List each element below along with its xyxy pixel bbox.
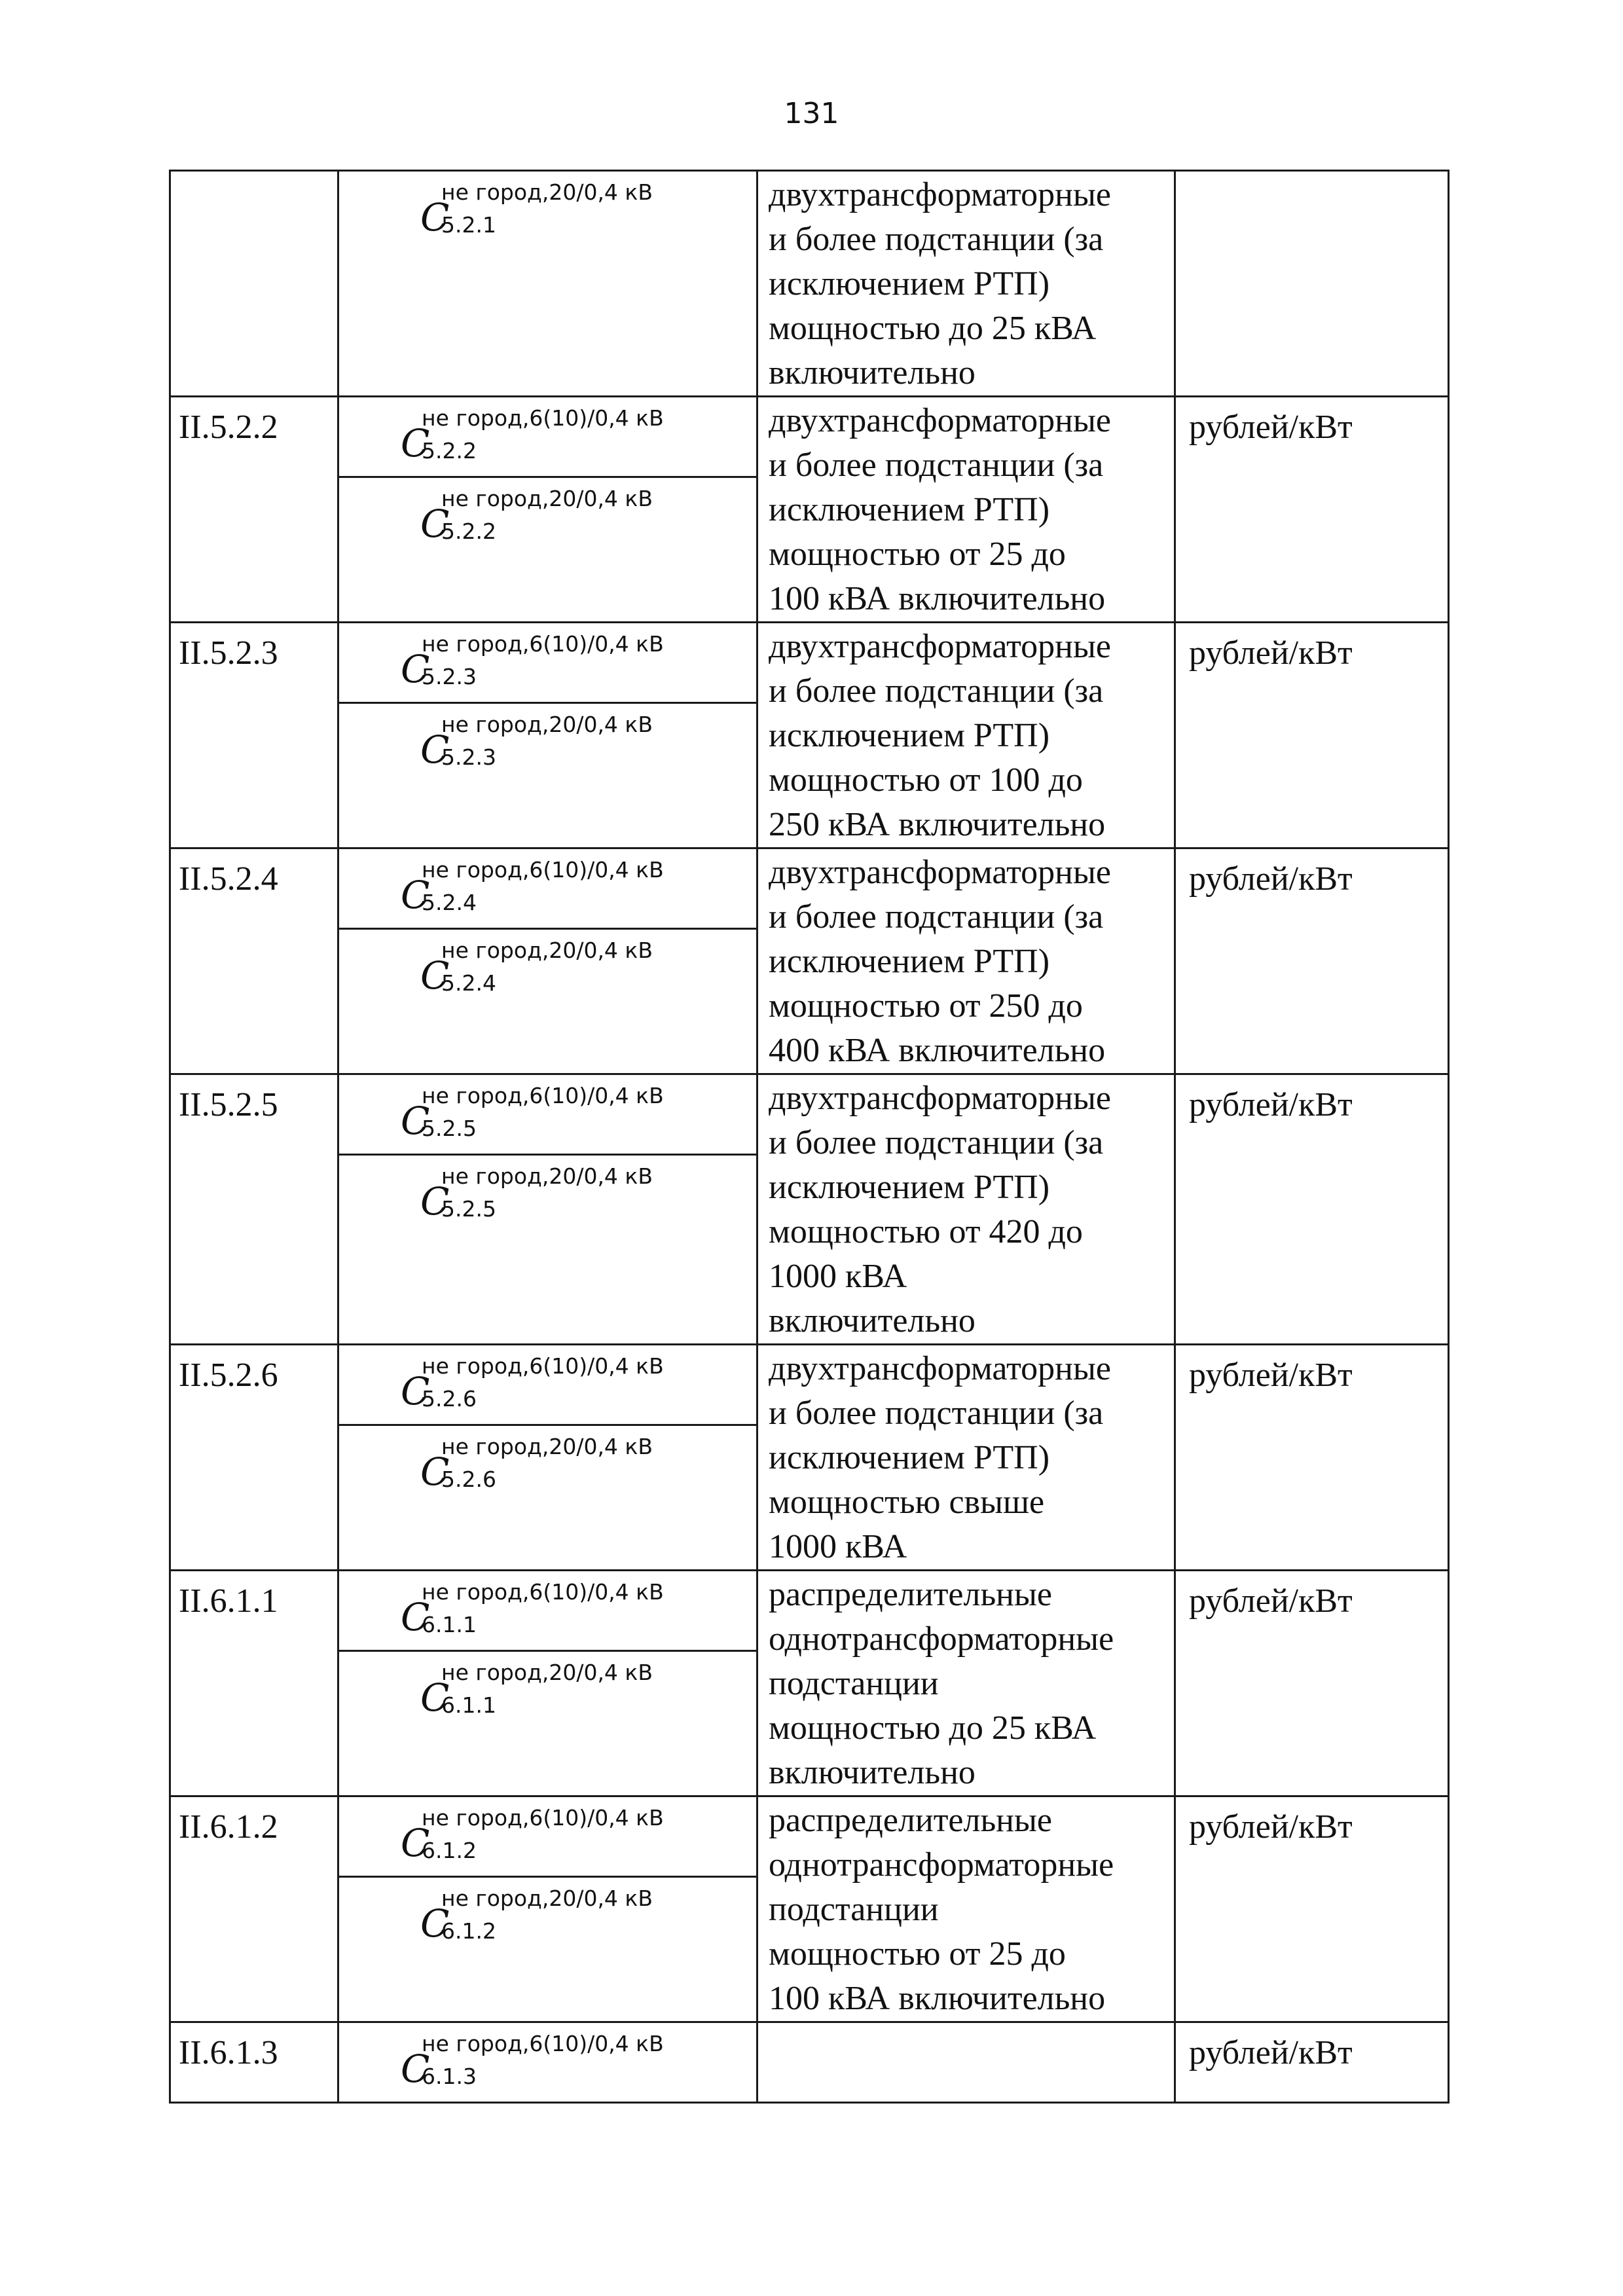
description-line: исключением РТП) <box>769 943 1050 980</box>
description-text <box>758 397 1174 621</box>
description-line: и более подстанции (за <box>769 672 1104 710</box>
formula-superscript: не город,20/0,4 кВ <box>441 938 653 963</box>
formula-subscript: 6.1.2 <box>422 1838 477 1863</box>
formula-subscript: 5.2.4 <box>441 970 496 996</box>
description-text <box>758 849 1174 1073</box>
table-row <box>170 623 1449 848</box>
unit-cell <box>1175 1571 1449 1796</box>
formula-cell <box>338 1074 757 1345</box>
tariff-table <box>169 170 1450 2104</box>
table-row <box>170 1345 1449 1571</box>
description-line: и более подстанции (за <box>769 446 1104 484</box>
description-line: 100 кВА включительно <box>769 1980 1106 2017</box>
code-cell <box>170 1074 338 1345</box>
formula-cell <box>338 623 757 848</box>
rate-formula <box>339 172 756 250</box>
row-code: II.5.2.2 <box>179 409 278 446</box>
table-row <box>170 1074 1449 1345</box>
row-code <box>171 172 337 179</box>
description-line: 1000 кВА <box>769 1258 907 1295</box>
formula-superscript: не город,20/0,4 кВ <box>441 712 653 737</box>
formula-superscript: не город,6(10)/0,4 кВ <box>422 857 664 883</box>
formula-base: C <box>420 1901 450 1946</box>
rate-formula <box>339 623 756 704</box>
formula-base: C <box>401 2047 430 2091</box>
description-line: двухтрансформаторные <box>769 402 1111 439</box>
unit-cell <box>1175 1074 1449 1345</box>
description-text <box>758 623 1174 847</box>
formula-subscript: 5.2.4 <box>422 890 477 915</box>
description-line: двухтрансформаторные <box>769 1350 1111 1387</box>
formula-superscript: не город,6(10)/0,4 кВ <box>422 1353 664 1379</box>
code-cell <box>170 171 338 397</box>
row-code: II.5.2.3 <box>179 634 278 672</box>
description-line: мощностью до 25 кВА <box>769 1709 1097 1747</box>
description-line: 250 кВА включительно <box>769 806 1106 843</box>
row-unit: рублей/кВт <box>1189 634 1353 672</box>
rate-formula <box>339 1156 756 1234</box>
formula-superscript: не город,6(10)/0,4 кВ <box>422 2031 664 2056</box>
formula-subscript: 6.1.1 <box>441 1692 496 1718</box>
formula-base: C <box>401 873 430 917</box>
formula-cell <box>338 1345 757 1571</box>
row-unit: рублей/кВт <box>1189 2034 1353 2071</box>
formula-superscript: не город,20/0,4 кВ <box>441 486 653 511</box>
formula-base: C <box>401 1595 430 1639</box>
formula-base: C <box>420 1449 450 1494</box>
formula-base: C <box>401 1821 430 1865</box>
description-text <box>758 1075 1174 1343</box>
formula-subscript: 6.1.3 <box>422 2064 477 2089</box>
description-line: и более подстанции (за <box>769 898 1104 936</box>
code-cell <box>170 848 338 1074</box>
formula-subscript: 5.2.6 <box>422 1386 477 1412</box>
unit-cell <box>1175 171 1449 397</box>
formula-subscript: 5.2.2 <box>441 519 496 544</box>
description-line: включительно <box>769 354 976 392</box>
description-line: подстанции <box>769 1891 939 1928</box>
description-text <box>758 1345 1174 1569</box>
row-code: II.5.2.5 <box>179 1086 278 1123</box>
description-line: и более подстанции (за <box>769 1124 1104 1161</box>
tariff-table-body <box>170 171 1449 2103</box>
unit-cell <box>1175 2022 1449 2103</box>
code-cell <box>170 2022 338 2103</box>
rate-formula <box>339 704 756 782</box>
row-code: II.6.1.2 <box>179 1808 278 1846</box>
formula-superscript: не город,6(10)/0,4 кВ <box>422 1805 664 1831</box>
unit-cell <box>1175 397 1449 623</box>
rate-formula <box>339 1652 756 1730</box>
description-cell <box>757 1571 1175 1796</box>
description-line: мощностью от 25 до <box>769 536 1066 573</box>
formula-superscript: не город,6(10)/0,4 кВ <box>422 405 664 431</box>
description-line: подстанции <box>769 1665 939 1702</box>
formula-superscript: не город,6(10)/0,4 кВ <box>422 1579 664 1605</box>
description-line: однотрансформаторные <box>769 1620 1114 1658</box>
description-line: исключением РТП) <box>769 265 1050 302</box>
row-unit: рублей/кВт <box>1189 860 1353 898</box>
description-line: мощностью от 420 до <box>769 1213 1083 1250</box>
row-unit <box>1176 172 1448 179</box>
formula-cell <box>338 1571 757 1796</box>
description-line: исключением РТП) <box>769 1439 1050 1476</box>
description-line: мощностью до 25 кВА <box>769 310 1097 347</box>
row-unit: рублей/кВт <box>1189 409 1353 446</box>
formula-base: C <box>420 953 450 998</box>
rate-formula <box>339 1571 756 1652</box>
table-row <box>170 848 1449 1074</box>
rate-formula <box>339 478 756 556</box>
formula-cell <box>338 171 757 397</box>
description-line: распределительные <box>769 1576 1053 1613</box>
formula-superscript: не город,20/0,4 кВ <box>441 1163 653 1189</box>
table-row <box>170 171 1449 397</box>
formula-cell <box>338 2022 757 2103</box>
formula-subscript: 5.2.5 <box>441 1196 496 1222</box>
description-cell <box>757 1796 1175 2022</box>
description-line: исключением РТП) <box>769 1169 1050 1206</box>
row-code: II.6.1.1 <box>179 1582 278 1620</box>
description-line: мощностью от 100 до <box>769 761 1083 799</box>
formula-base: C <box>420 1179 450 1224</box>
code-cell <box>170 1796 338 2022</box>
formula-base: C <box>420 1675 450 1720</box>
rate-formula <box>339 1878 756 1956</box>
table-row <box>170 2022 1449 2103</box>
description-cell <box>757 1074 1175 1345</box>
description-line: мощностью от 25 до <box>769 1935 1066 1973</box>
rate-formula <box>339 930 756 1008</box>
row-unit: рублей/кВт <box>1189 1086 1353 1123</box>
description-text <box>758 2023 1174 2024</box>
table-row <box>170 1796 1449 2022</box>
description-line: 1000 кВА <box>769 1528 907 1565</box>
row-code: II.5.2.4 <box>179 860 278 898</box>
description-line: и более подстанции (за <box>769 1394 1104 1432</box>
formula-subscript: 5.2.3 <box>441 744 496 770</box>
formula-base: C <box>401 421 430 465</box>
rate-formula <box>339 397 756 478</box>
unit-cell <box>1175 848 1449 1074</box>
formula-superscript: не город,20/0,4 кВ <box>441 1434 653 1459</box>
formula-base: C <box>420 501 450 546</box>
rate-formula <box>339 2023 756 2102</box>
formula-subscript: 5.2.2 <box>422 438 477 464</box>
description-line: мощностью от 250 до <box>769 987 1083 1025</box>
description-text <box>758 1797 1174 2021</box>
description-line: мощностью свыше <box>769 1484 1045 1521</box>
formula-cell <box>338 397 757 623</box>
formula-subscript: 5.2.6 <box>441 1467 496 1492</box>
formula-superscript: не город,6(10)/0,4 кВ <box>422 1083 664 1108</box>
description-cell <box>757 848 1175 1074</box>
row-unit: рублей/кВт <box>1189 1357 1353 1394</box>
row-unit: рублей/кВт <box>1189 1808 1353 1846</box>
table-row <box>170 397 1449 623</box>
rate-formula <box>339 1075 756 1156</box>
row-code: II.5.2.6 <box>179 1357 278 1394</box>
code-cell <box>170 397 338 623</box>
row-code: II.6.1.3 <box>179 2034 278 2071</box>
formula-base: C <box>420 195 450 240</box>
rate-formula <box>339 1345 756 1426</box>
unit-cell <box>1175 1796 1449 2022</box>
code-cell <box>170 623 338 848</box>
formula-subscript: 5.2.1 <box>441 212 496 238</box>
rate-formula <box>339 849 756 930</box>
formula-superscript: не город,20/0,4 кВ <box>441 179 653 205</box>
unit-cell <box>1175 1345 1449 1571</box>
formula-subscript: 5.2.5 <box>422 1116 477 1141</box>
code-cell <box>170 1345 338 1571</box>
code-cell <box>170 1571 338 1796</box>
description-text <box>758 1571 1174 1795</box>
rate-formula <box>339 1426 756 1504</box>
formula-base: C <box>401 1099 430 1143</box>
description-line: включительно <box>769 1302 976 1339</box>
formula-subscript: 6.1.2 <box>441 1918 496 1944</box>
description-cell <box>757 171 1175 397</box>
page-number: 131 <box>784 97 839 130</box>
row-unit: рублей/кВт <box>1189 1582 1353 1620</box>
description-cell <box>757 623 1175 848</box>
description-line: и более подстанции (за <box>769 221 1104 258</box>
description-line: исключением РТП) <box>769 717 1050 754</box>
description-line: включительно <box>769 1754 976 1791</box>
description-cell <box>757 1345 1175 1571</box>
description-line: распределительные <box>769 1802 1053 1839</box>
description-cell <box>757 397 1175 623</box>
formula-base: C <box>420 727 450 772</box>
formula-cell <box>338 848 757 1074</box>
description-line: 400 кВА включительно <box>769 1032 1106 1069</box>
formula-base: C <box>401 647 430 691</box>
formula-superscript: не город,6(10)/0,4 кВ <box>422 631 664 657</box>
description-line: 100 кВА включительно <box>769 580 1106 617</box>
formula-superscript: не город,20/0,4 кВ <box>441 1886 653 1911</box>
formula-subscript: 5.2.3 <box>422 664 477 689</box>
formula-superscript: не город,20/0,4 кВ <box>441 1660 653 1685</box>
description-line: однотрансформаторные <box>769 1846 1114 1884</box>
description-line: исключением РТП) <box>769 491 1050 528</box>
rate-formula <box>339 1797 756 1878</box>
description-line: двухтрансформаторные <box>769 1080 1111 1117</box>
description-line: двухтрансформаторные <box>769 628 1111 665</box>
table-row <box>170 1571 1449 1796</box>
formula-base: C <box>401 1369 430 1413</box>
description-line: двухтрансформаторные <box>769 854 1111 891</box>
formula-subscript: 6.1.1 <box>422 1612 477 1637</box>
description-cell <box>757 2022 1175 2103</box>
description-line: двухтрансформаторные <box>769 176 1111 213</box>
unit-cell <box>1175 623 1449 848</box>
description-text <box>758 172 1174 395</box>
formula-cell <box>338 1796 757 2022</box>
